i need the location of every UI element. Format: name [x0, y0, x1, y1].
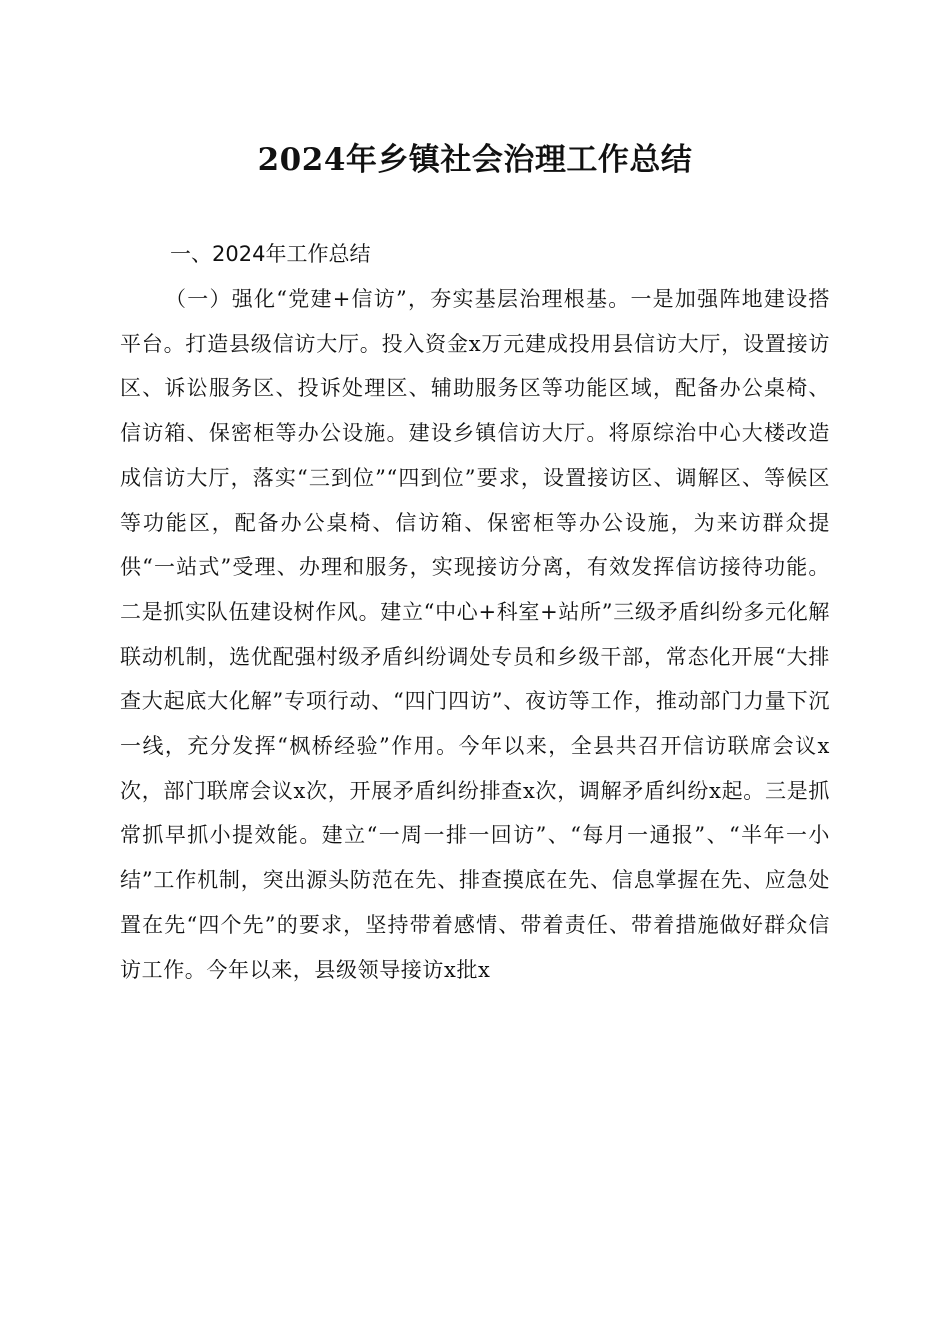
section-heading: 一、2024年工作总结	[170, 242, 371, 266]
document-title: 2024年乡镇社会治理工作总结	[257, 142, 693, 178]
body-paragraph: （一）强化“党建+信访”，夯实基层治理根基。一是加强阵地建设搭平台。打造县级信访大厅。投入资金x万元建成投用县信访大厅，设置接访区、诉讼服务区、投诉处理区、辅助服务区等功能区域，配备办公桌椅、信访箱、保密柜等办公设施。建设乡镇信访大厅。将原综治中心大楼改造成信访大厅，落实“三到位”“四到位”要求，设置接访区、调解区、等候区等功能区，配备办公桌椅、信访箱、保密柜等办公设施，为来访群众提供“一站式”受理、办理和服务，实现接访分离，有效发挥信访接待功能。二是抓实队伍建设树作风。建立“中心+科室+站所”三级矛盾纠纷多元化解联动机制，选优配强村级矛盾纠纷调处专员和乡级干部，常态化开展“大排查大起底大化解”专项行动、“四门四访”、夜访等工作，推动部门力量下沉一线，充分发挥“枫桥经验”作用。今年以来，全县共召开信访联席会议x次，部门联席会议x次，开展矛盾纠纷排查x次，调解矛盾纠纷x起。三是抓常抓早抓小提效能。建立“一周一排一回访”、“每月一通报”、“半年一小结”工作机制，突出源头防范在先、排查摸底在先、信息掌握在先、应急处置在先“四个先”的要求，坚持带着感情、带着责任、带着措施做好群众信访工作。今年以来，县级领导接访x批x	[120, 287, 830, 982]
